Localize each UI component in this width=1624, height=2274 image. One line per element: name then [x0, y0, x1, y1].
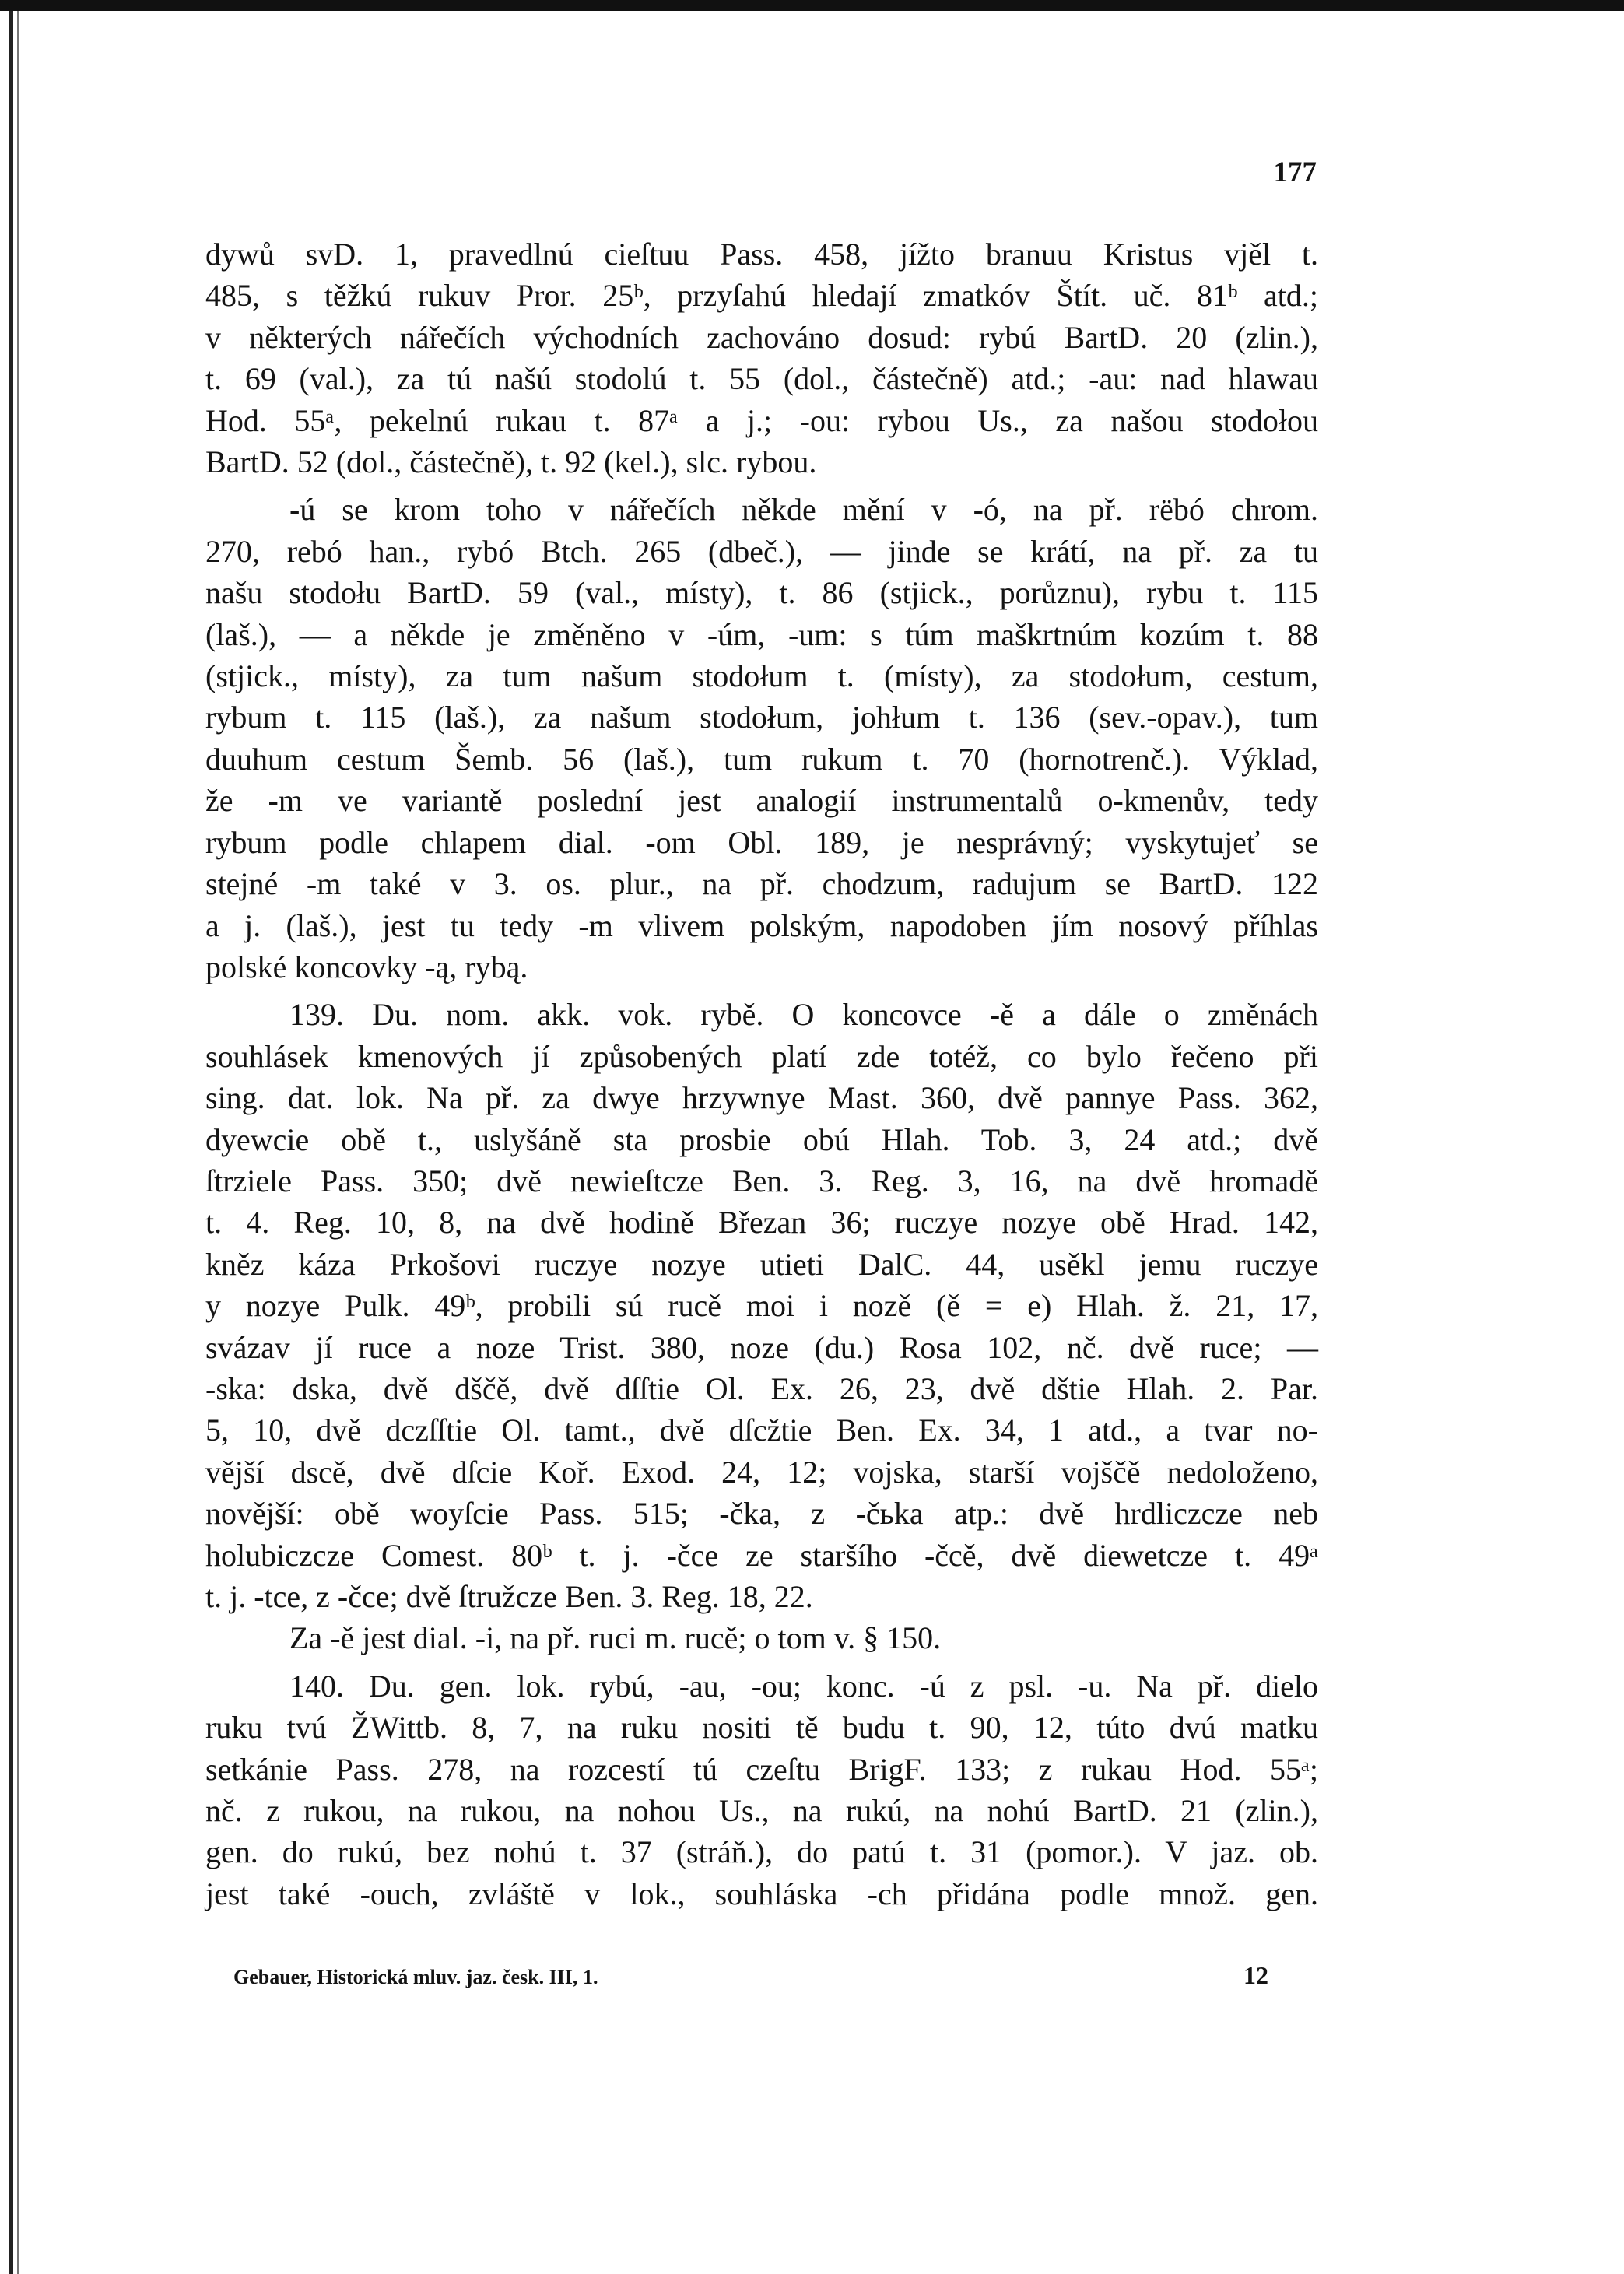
body-text	[205, 233, 1318, 1914]
text-line: -ú se krom toho v nářečích někde mění v -ó, na př. rëbó chrom.	[289, 492, 1318, 528]
footer-citation: Gebauer, Historická mluv. jaz. česk. III, 1.	[233, 1966, 598, 1988]
text-line: v některých nářečích východních zachováno dosud: rybú BartD. 20 (zlin.),	[205, 319, 1318, 355]
text-line: Za -ě jest dial. -i, na př. ruci m. rucě; o tom v. § 150.	[289, 1620, 942, 1656]
text-line: rybum podle chlapem dial. -om Obl. 189, je nesprávný; vyskytujeť se	[205, 824, 1318, 860]
footer-signature-mark: 12	[1243, 1961, 1268, 1989]
text-line: našu stodołu BartD. 59 (val., místy), t. 86 (stjick., porůznu), rybu t. 115	[205, 575, 1318, 611]
text-line: gen. do rukú, bez nohú t. 37 (stráň.), do patú t. 31 (pomor.). V jaz. ob.	[205, 1834, 1318, 1870]
text-line: že -m ve variantě poslední jest analogií instrumentalů o-kmenův, tedy	[205, 783, 1318, 819]
page-number: 177	[1273, 156, 1317, 188]
text-line: -ska: dska, dvě dščě, dvě dſſtie Ol. Ex. 26, 23, dvě dštie Hlah. 2. Par.	[205, 1370, 1318, 1406]
text-line: polské koncovky -ą, rybą.	[205, 949, 528, 984]
text-line: dywů svD. 1, pravedlnú cieſtuu Pass. 458, jížto branuu Kristus vjěl t.	[205, 237, 1318, 272]
text-line: nč. z rukou, na rukou, na nohou Us., na rukú, na nohú BartD. 21 (zlin.),	[205, 1793, 1318, 1829]
text-line: 5, 10, dvě dczſſtie Ol. tamt., dvě dſcžtie Ben. Ex. 34, 1 atd., a tvar no-	[205, 1412, 1318, 1448]
text-line: jest také -ouch, zvláště v lok., souhláska -ch přidána podle množ. gen.	[205, 1876, 1318, 1911]
text-line: ruku tvú ŽWittb. 8, 7, na ruku nositi tě budu t. 90, 12, túto dvú matku	[205, 1710, 1318, 1746]
scan-top-border	[0, 0, 1624, 11]
text-line: souhlásek kmenových jí způsobených platí zde totéž, co bylo řečeno při	[205, 1038, 1318, 1074]
text-line: sing. dat. lok. Na př. za dwye hrzywnye Mast. 360, dvě pannye Pass. 362,	[205, 1080, 1318, 1116]
text-line: y nozye Pulk. 49ᵇ, probili sú rucě moi i nozě (ě = e) Hlah. ž. 21, 17,	[205, 1288, 1318, 1324]
text-line: dyewcie obě t., uslyšáně sta prosbie obú Hlah. Tob. 3, 24 atd.; dvě	[205, 1121, 1318, 1157]
text-line: novější: obě woyſcie Pass. 515; -čka, z -čьka atp.: dvě hrdliczcze neb	[205, 1496, 1318, 1532]
text-line: vější dscě, dvě dſcie Koř. Exod. 24, 12; vojska, starší vojščě nedoloženo,	[205, 1454, 1318, 1490]
text-line: ſtrziele Pass. 350; dvě newieſtcze Ben. 3. Reg. 3, 16, na dvě hromadě	[205, 1163, 1318, 1198]
text-line: 270, rebó han., rybó Btch. 265 (dbeč.), — jinde se krátí, na př. za tu	[205, 533, 1318, 569]
text-line: duuhum cestum Šemb. 56 (laš.), tum rukum t. 70 (hornotrenč.). Výklad,	[205, 741, 1318, 777]
text-line: 485, s těžkú rukuv Pror. 25ᵇ, przyſahú hledají zmatkóv Štít. uč. 81ᵇ atd.;	[205, 278, 1318, 314]
text-line: Hod. 55ᵃ, pekelnú rukau t. 87ᵃ a j.; -ou: rybou Us., za našou stodołou	[205, 402, 1318, 438]
text-line: (stjick., místy), za tum našum stodołum t. (místy), za stodołum, cestum,	[205, 658, 1318, 694]
text-line: BartD. 52 (dol., částečně), t. 92 (kel.), slc. rybou.	[205, 444, 817, 480]
text-line: stejné -m také v 3. os. plur., na př. chodzum, radujum se BartD. 122	[205, 866, 1318, 902]
text-line: holubiczcze Comest. 80ᵇ t. j. -čce ze staršího -čcě, dvě diewetcze t. 49ᵃ	[205, 1537, 1318, 1573]
text-line: kněz káza Prkošovi ruczye nozye utieti DalC. 44, usěkl jemu ruczye	[205, 1246, 1318, 1282]
text-line: t. 4. Reg. 10, 8, na dvě hodině Březan 36; ruczye nozye obě Hrad. 142,	[205, 1205, 1318, 1241]
text-line: t. j. -tce, z -čce; dvě ſtružcze Ben. 3. Reg. 18, 22.	[205, 1579, 813, 1614]
scan-left-edge	[9, 11, 13, 2274]
text-line: (laš.), — a někde je změněno v -úm, -um: s túm maškrtnúm kozúm t. 88	[205, 616, 1318, 652]
text-line: a j. (laš.), jest tu tedy -m vlivem polským, napodoben jím nosový příhlas	[205, 907, 1318, 943]
section-heading-140: 140. Du. gen. lok. rybú, -au, -ou; konc. -ú z psl. -u. Na př. dielo	[289, 1668, 1318, 1704]
text-line: rybum t. 115 (laš.), za našum stodołum, johłum t. 136 (sev.-opav.), tum	[205, 700, 1318, 735]
scan-left-edge-inner	[17, 11, 19, 2274]
text-line: svázav jí ruce a noze Trist. 380, noze (du.) Rosa 102, nč. dvě ruce; —	[205, 1329, 1318, 1365]
text-line: setkánie Pass. 278, na rozcestí tú czeſtu BrigF. 133; z rukau Hod. 55ᵃ;	[205, 1751, 1318, 1787]
text-line: t. 69 (val.), za tú našú stodolú t. 55 (dol., částečně) atd.; -au: nad hlawau	[205, 361, 1318, 397]
section-heading-139: 139. Du. nom. akk. vok. rybě. O koncovce -ě a dále o změnách	[289, 997, 1318, 1033]
